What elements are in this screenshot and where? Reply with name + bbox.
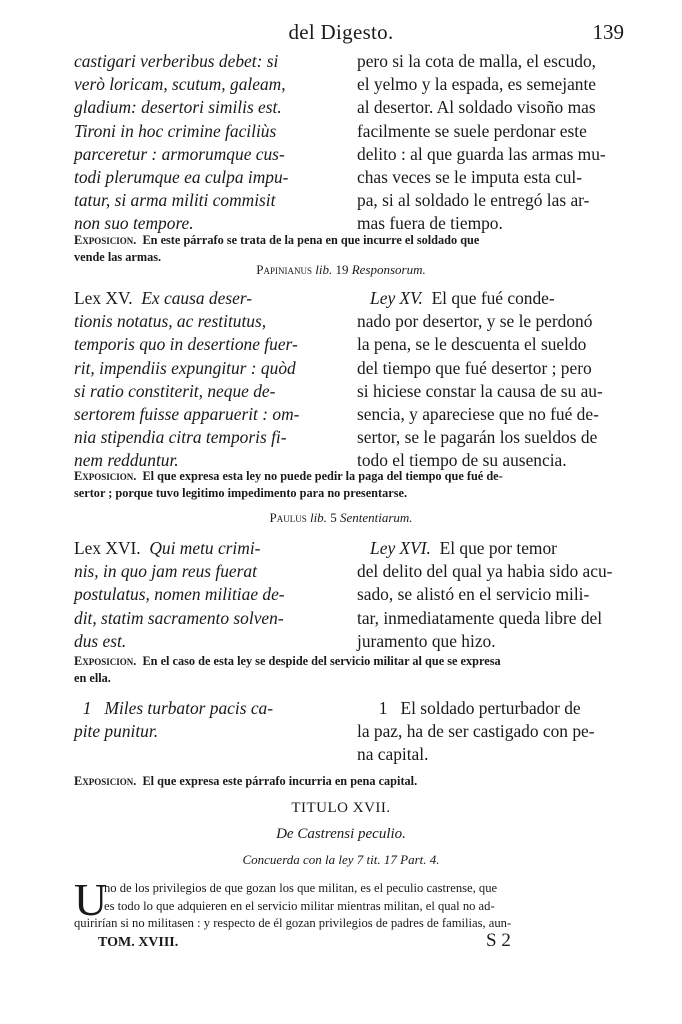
volume-footer: TOM. XVIII. [98,935,179,950]
paragraph-number: 1 [82,698,92,718]
paragraph-line: es todo lo que adquieren en el servicio militar mientras militan, el qual no ad- [104,898,495,913]
paragraph-number: 1 [378,698,388,718]
exposicion-label: Exposicion. [74,469,137,483]
source-work: Sententiarum. [339,510,413,525]
latin-line: tatur, si arma militi commisit [74,190,276,211]
latin-line: castigari verberibus debet: si [74,51,279,71]
spanish-line: El soldado perturbador de [400,698,581,718]
signature-mark: S 2 [486,930,511,951]
spanish-line: El que por temor [439,538,557,558]
latin-line: dus est. [74,630,127,651]
source-num: 5 [330,510,337,525]
latin-line: sertorem fuisse apparuerit : om- [74,404,300,425]
exposicion-text: vende las armas. [74,250,162,264]
spanish-line: del delito del qual ya habia sido acu- [357,561,613,582]
titulo-heading: TITULO XVII. [291,800,391,816]
lex-heading: Lex XV. [74,288,133,308]
spanish-line: la pena, se le descuenta el sueldo [357,334,587,355]
spanish-line: el yelmo y la espada, es semejante [357,74,597,95]
exposicion-4 [74,773,626,790]
latin-line: si ratio constiterit, neque de- [74,380,276,401]
exposicion-text: sertor ; porque tuvo legitimo impedimento para no presentarse. [74,486,408,500]
paragraph-line: quirirían si no militasen : y respecto de él gozan privilegios de padres de familias, aun- [74,916,512,930]
titulo-subtitle: De Castrensi peculio. [276,826,406,842]
latin-column-1 [74,50,344,236]
latin-line: pite punitur. [74,721,159,742]
latin-line: todi plerumque ea culpa impu- [74,167,289,188]
exposicion-text: En este párrafo se trata de la pena en que incurre el soldado que [142,233,480,247]
latin-column-lex15 [74,287,344,473]
final-paragraph [104,880,630,915]
latin-line: dit, statim sacramento solven- [74,607,284,628]
exposicion-text: El que expresa esta ley no puede pedir la paga del tiempo que fué de- [142,469,503,483]
latin-line: parceretur : armorumque cus- [74,143,285,164]
spanish-column-1 [357,50,625,236]
spanish-line: nado por desertor, y se le perdonó [357,311,593,332]
spanish-line: pero si la cota de malla, el escudo, [357,51,597,71]
latin-line: nis, in quo jam reus fuerat [74,561,257,582]
drop-capital: U [74,874,108,925]
exposicion-text: El que expresa este párrafo incurria en pena capital. [142,774,418,788]
latin-column-para1 [74,697,344,743]
latin-line: nem redduntur. [74,450,179,471]
latin-line: Ex causa deser- [141,288,253,308]
exposicion-label: Exposicion. [74,774,137,788]
spanish-line: al desertor. Al soldado visoño mas [357,97,596,118]
spanish-line: pa, si al soldado le entregó las ar- [357,190,590,211]
spanish-line: delito : al que guarda las armas mu- [357,143,606,164]
exposicion-label: Exposicion. [74,233,137,247]
spanish-line: la paz, ha de ser castigado con pe- [357,721,595,742]
latin-line: temporis quo in desertione fuer- [74,334,298,355]
latin-line: Qui metu crimi- [149,538,261,558]
final-paragraph-cont [74,915,630,933]
spanish-line: si hiciese constar la causa de su au- [357,380,603,401]
latin-line: Tironi in hoc crimine faciliùs [74,120,277,141]
page-number: 139 [592,20,624,44]
spanish-line: chas veces se le imputa esta cul- [357,167,583,188]
exposicion-1 [74,232,626,266]
latin-line: rit, impendiis expungitur : quòd [74,357,296,378]
spanish-column-para1 [357,697,625,767]
latin-line: nia stipendia citra temporis fi- [74,427,287,448]
source-work: Responsorum. [351,262,426,277]
spanish-line: del tiempo que fué desertor ; pero [357,357,592,378]
spanish-line: na capital. [357,744,429,765]
ley-heading: Ley XV. [370,288,423,308]
running-header: del Digesto. [288,20,394,44]
exposicion-3 [74,653,626,687]
exposicion-label: Exposicion. [74,654,137,668]
paragraph-line: no de los privilegios de que gozan los que militan, es el peculio castrense, que [104,881,498,895]
source-lib: lib. [309,510,327,525]
spanish-line: El que fué conde- [431,288,555,308]
ley-heading: Ley XVI. [370,538,431,558]
latin-line: verò loricam, scutum, galeam, [74,74,286,95]
spanish-line: sertor, se le pagarán los sueldos de [357,427,598,448]
latin-line: non suo tempore. [74,213,194,234]
spanish-line: juramento que hizo. [357,630,496,651]
source-author: Papinianus [256,262,312,277]
source-num: 19 [335,262,349,277]
latin-line: gladium: desertori similis est. [74,97,282,118]
spanish-column-lex16 [357,537,625,653]
spanish-column-lex15 [357,287,625,473]
spanish-line: sado, se alistó en el servicio mili- [357,584,590,605]
spanish-line: facilmente se suele perdonar este [357,120,587,141]
exposicion-2 [74,468,626,502]
source-citation-2 [0,510,682,526]
concuerda-note: Concuerda con la ley 7 tit. 17 Part. 4. [242,852,440,867]
latin-line: tionis notatus, ac restitutus, [74,311,267,332]
spanish-line: sencia, y apareciese que no fué de- [357,404,599,425]
exposicion-text: En el caso de esta ley se despide del servicio militar al que se expresa [142,654,501,668]
lex-heading: Lex XVI. [74,538,141,558]
spanish-line: tar, inmediatamente queda libre del [357,607,603,628]
exposicion-text: en ella. [74,671,111,685]
spanish-line: mas fuera de tiempo. [357,213,503,234]
source-author: Paulus [269,510,307,525]
latin-column-lex16 [74,537,344,653]
source-lib: lib. [315,262,333,277]
source-citation-1 [0,262,682,278]
latin-line: postulatus, nomen militiae de- [74,584,285,605]
spanish-line: todo el tiempo de su ausencia. [357,450,567,471]
latin-line: Miles turbator pacis ca- [104,698,274,718]
